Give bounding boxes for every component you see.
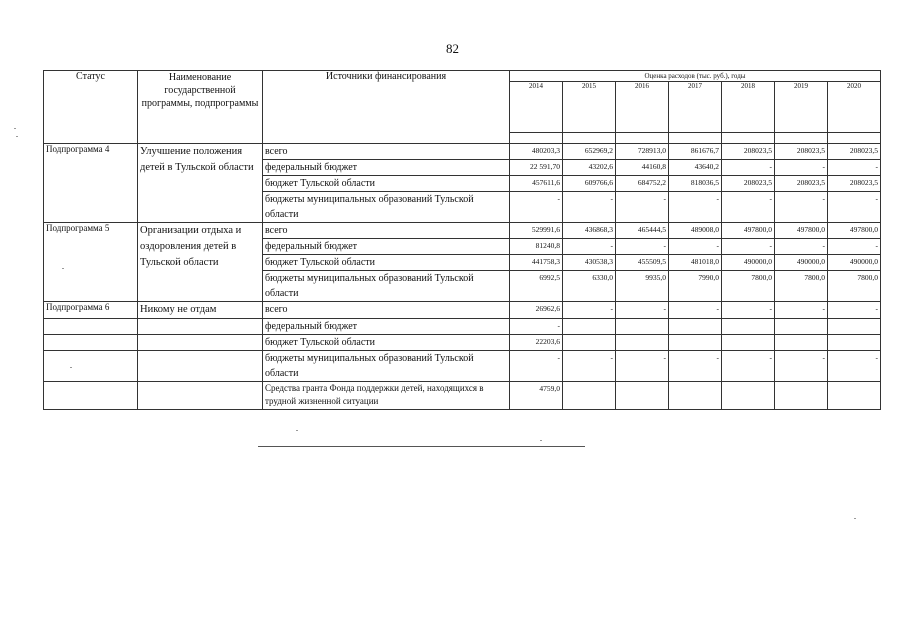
value-cell — [828, 382, 881, 410]
value-cell: - — [616, 302, 669, 319]
year-2018: 2018 — [722, 82, 775, 133]
value-cell — [722, 382, 775, 410]
value-cell: - — [775, 192, 828, 223]
table-row — [44, 144, 881, 160]
value-cell: - — [616, 351, 669, 382]
subprogram-status: Подпрограмма 5 — [44, 223, 138, 302]
table-row — [44, 223, 881, 239]
value-cell: 497800,0 — [722, 223, 775, 239]
spacer-cell — [669, 133, 722, 144]
spacer-cell — [616, 133, 669, 144]
table-row — [44, 351, 881, 382]
value-cell: 208023,5 — [775, 144, 828, 160]
page-number: 82 — [446, 41, 459, 56]
value-cell: 6330,0 — [563, 271, 616, 302]
value-cell: 490000,0 — [722, 255, 775, 271]
subprogram-status: Подпрограмма 4 — [44, 144, 138, 223]
spacer-cell — [775, 133, 828, 144]
value-cell — [563, 319, 616, 335]
scan-speck — [540, 440, 542, 441]
year-2020: 2020 — [828, 82, 881, 133]
value-cell: - — [775, 302, 828, 319]
empty-cell — [44, 351, 138, 382]
scan-speck — [854, 518, 856, 519]
value-cell: 208023,5 — [828, 144, 881, 160]
empty-cell — [44, 319, 138, 335]
value-cell: - — [669, 302, 722, 319]
value-cell: 497800,0 — [775, 223, 828, 239]
funding-source: всего — [263, 302, 510, 319]
footnote-separator-line — [258, 446, 585, 447]
table-row — [44, 319, 881, 335]
value-cell: 497800,0 — [828, 223, 881, 239]
value-cell: - — [510, 192, 563, 223]
funding-source: бюджет Тульской области — [263, 335, 510, 351]
value-cell: 4759,0 — [510, 382, 563, 410]
value-cell: 490000,0 — [775, 255, 828, 271]
funding-source: бюджеты муниципальных образований Тульской области — [263, 192, 510, 223]
subprogram-name: Организации отдыха и оздоровления детей в Тульской области — [138, 223, 263, 302]
year-2017: 2017 — [669, 82, 722, 133]
year-2015: 2015 — [563, 82, 616, 133]
header-status: Статус — [44, 71, 138, 144]
value-cell: 6992,5 — [510, 271, 563, 302]
scan-speck — [70, 367, 72, 368]
value-cell: - — [563, 192, 616, 223]
value-cell: - — [563, 239, 616, 255]
value-cell: - — [722, 160, 775, 176]
value-cell: - — [722, 351, 775, 382]
value-cell: - — [828, 160, 881, 176]
value-cell — [669, 319, 722, 335]
value-cell: - — [669, 192, 722, 223]
subprogram-name: Никому не отдам — [138, 302, 263, 319]
value-cell — [563, 335, 616, 351]
value-cell — [828, 319, 881, 335]
value-cell — [563, 382, 616, 410]
value-cell: 861676,7 — [669, 144, 722, 160]
value-cell: 208023,5 — [828, 176, 881, 192]
table-row — [44, 382, 881, 410]
header-sources: Источники финансирования — [263, 71, 510, 144]
value-cell: 208023,5 — [722, 176, 775, 192]
table-row — [44, 335, 881, 351]
value-cell — [616, 319, 669, 335]
value-cell: 455509,5 — [616, 255, 669, 271]
value-cell: 457611,6 — [510, 176, 563, 192]
value-cell: 609766,6 — [563, 176, 616, 192]
table-row — [44, 302, 881, 319]
funding-source: всего — [263, 144, 510, 160]
header-program-name: Наименование государственной программы, подпрограммы — [138, 71, 263, 144]
value-cell: 7990,0 — [669, 271, 722, 302]
value-cell — [775, 335, 828, 351]
value-cell: - — [510, 319, 563, 335]
value-cell — [775, 319, 828, 335]
value-cell: 489008,0 — [669, 223, 722, 239]
value-cell: - — [722, 302, 775, 319]
value-cell: 22203,6 — [510, 335, 563, 351]
value-cell: 81240,8 — [510, 239, 563, 255]
value-cell: 490000,0 — [828, 255, 881, 271]
value-cell: 430538,3 — [563, 255, 616, 271]
spacer-cell — [722, 133, 775, 144]
funding-source: бюджеты муниципальных образований Тульской области — [263, 351, 510, 382]
value-cell: 208023,5 — [722, 144, 775, 160]
year-2016: 2016 — [616, 82, 669, 133]
value-cell: - — [669, 351, 722, 382]
value-cell — [616, 382, 669, 410]
value-cell: - — [563, 302, 616, 319]
value-cell: 436868,3 — [563, 223, 616, 239]
value-cell: - — [616, 239, 669, 255]
funding-source: бюджеты муниципальных образований Тульской области — [263, 271, 510, 302]
empty-cell — [138, 382, 263, 410]
subprogram-status: Подпрограмма 6 — [44, 302, 138, 319]
value-cell: - — [828, 302, 881, 319]
empty-cell — [44, 382, 138, 410]
value-cell: 7800,0 — [775, 271, 828, 302]
value-cell: - — [510, 351, 563, 382]
value-cell — [669, 335, 722, 351]
value-cell: 9935,0 — [616, 271, 669, 302]
funding-source: бюджет Тульской области — [263, 255, 510, 271]
value-cell: - — [722, 239, 775, 255]
value-cell — [775, 382, 828, 410]
value-cell: 22 591,70 — [510, 160, 563, 176]
funding-source: Средства гранта Фонда поддержки детей, находящихся в трудной жизненной ситуации — [263, 382, 510, 410]
year-2014: 2014 — [510, 82, 563, 133]
value-cell: 44160,8 — [616, 160, 669, 176]
value-cell: 480203,3 — [510, 144, 563, 160]
funding-source: федеральный бюджет — [263, 160, 510, 176]
value-cell: 465444,5 — [616, 223, 669, 239]
spacer-cell — [563, 133, 616, 144]
funding-source: всего — [263, 223, 510, 239]
value-cell: - — [669, 239, 722, 255]
empty-cell — [138, 319, 263, 335]
scan-speck — [14, 128, 16, 129]
value-cell: - — [828, 239, 881, 255]
value-cell: 728913,0 — [616, 144, 669, 160]
value-cell: - — [722, 192, 775, 223]
scan-speck — [62, 268, 64, 269]
value-cell — [828, 335, 881, 351]
value-cell — [722, 319, 775, 335]
scan-speck — [16, 136, 18, 137]
header-estimate: Оценка расходов (тыс. руб.), годы — [510, 71, 881, 82]
value-cell — [722, 335, 775, 351]
value-cell: 7800,0 — [722, 271, 775, 302]
value-cell: 529991,6 — [510, 223, 563, 239]
year-2019: 2019 — [775, 82, 828, 133]
spacer-cell — [510, 133, 563, 144]
empty-cell — [138, 351, 263, 382]
value-cell: - — [775, 239, 828, 255]
value-cell: 652969,2 — [563, 144, 616, 160]
value-cell: 208023,5 — [775, 176, 828, 192]
value-cell: - — [775, 351, 828, 382]
empty-cell — [44, 335, 138, 351]
value-cell: 481018,0 — [669, 255, 722, 271]
budget-table — [43, 70, 881, 410]
value-cell — [669, 382, 722, 410]
subprogram-name: Улучшение положения детей в Тульской области — [138, 144, 263, 223]
value-cell — [616, 335, 669, 351]
value-cell: - — [828, 351, 881, 382]
value-cell: - — [775, 160, 828, 176]
value-cell: - — [828, 192, 881, 223]
value-cell: 441758,3 — [510, 255, 563, 271]
value-cell: - — [563, 351, 616, 382]
spacer-cell — [828, 133, 881, 144]
value-cell: - — [616, 192, 669, 223]
funding-source: федеральный бюджет — [263, 239, 510, 255]
value-cell: 818036,5 — [669, 176, 722, 192]
value-cell: 26962,6 — [510, 302, 563, 319]
empty-cell — [138, 335, 263, 351]
value-cell: 43202,6 — [563, 160, 616, 176]
funding-source: федеральный бюджет — [263, 319, 510, 335]
scan-speck — [296, 430, 298, 431]
value-cell: 7800,0 — [828, 271, 881, 302]
value-cell: 684752,2 — [616, 176, 669, 192]
value-cell: 43640,2 — [669, 160, 722, 176]
funding-source: бюджет Тульской области — [263, 176, 510, 192]
